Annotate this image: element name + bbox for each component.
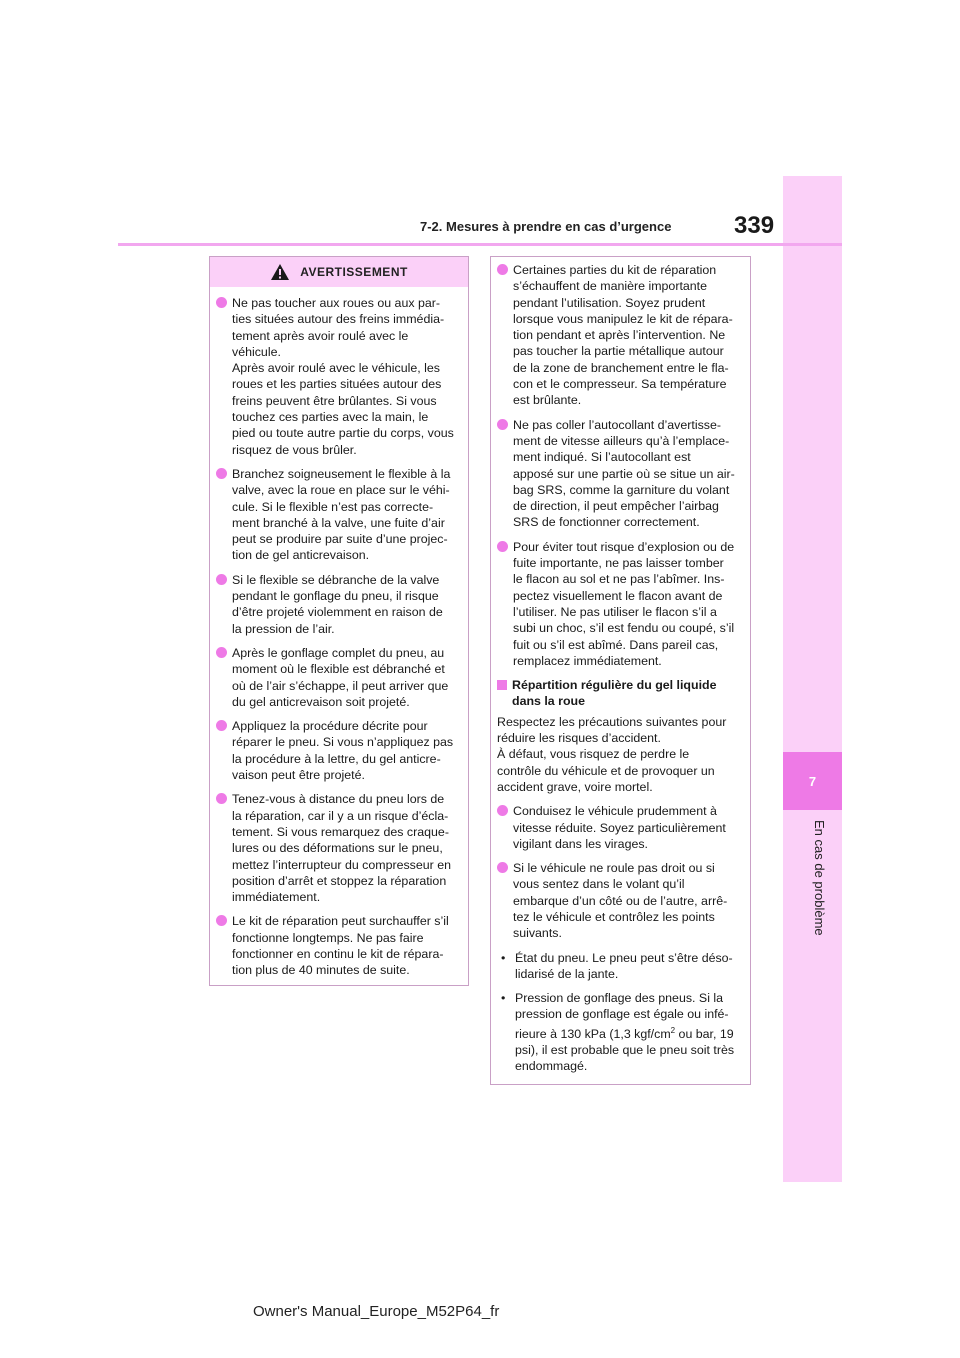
bullet-icon	[216, 793, 227, 804]
chapter-number: 7	[808, 773, 817, 789]
dot-list-item: • État du pneu. Le pneu peut s’être déso- lidarisé de la jante.	[501, 950, 733, 981]
bullet-icon	[216, 647, 227, 658]
list-item: Branchez soigneusement le flexible à la valve, avec la roue en place sur le véhi- cule. Si le flexible n’est pas correcte- ment branché à la valve, une fuite d’air peut se produire par suite d’une projec- tion de gel anticrevaison.	[216, 466, 462, 564]
section-title: 7-2. Mesures à prendre en cas d’urgence	[420, 219, 672, 234]
list-item: Tenez-vous à distance du pneu lors de la réparation, car il y a un risque d’écla- tement. Si vous remarquez des craque- lures ou des déformations sur le pneu, mettez l’interrupteur du compresseur en position d’arrêt et stoppez la réparation immédiatement.	[216, 791, 462, 905]
bullet-icon	[216, 297, 227, 308]
list-item: Si le flexible se débranche de la valve pendant le gonflage du pneu, il risque d’être projeté violemment en raison de la pression de l’air.	[216, 572, 462, 637]
warning-header	[210, 257, 468, 287]
warning-box-right	[490, 256, 751, 1085]
subsection-heading: Répartition régulière du gel liquide dans la roue	[497, 677, 744, 710]
chapter-side-tab	[783, 176, 842, 1182]
list-item: Après le gonflage complet du pneu, au moment où le flexible est débranché et où de l’air s’échappe, il peut arriver que du gel anticrevaison soit projeté.	[216, 645, 462, 710]
tire-pressure-text: Pression de gonflage des pneus. Si la pression de gonflage est égale ou infé- rieure à 130 kPa (1,3 kgf/$cm^2$ ou bar, 19 psi), il est probable que le pneu soit très endommagé.	[515, 991, 735, 1074]
warning-triangle-icon	[270, 263, 290, 281]
dot-list-item	[497, 990, 744, 1075]
list-item: Conduisez le véhicule prudemment à vitesse réduite. Soyez particulièrement vigilant dans les virages.	[497, 803, 744, 852]
bullet-icon	[216, 574, 227, 585]
list-item: Pour éviter tout risque d’explosion ou de fuite importante, ne pas laisser tomber le flacon au sol et ne pas l’abîmer. Ins- pectez visuellement le flacon avant de l’utiliser. Ne pas utiliser le flacon s’il a subi un choc, s’il est fendu ou coupé, s’il fuit ou s’il est abîmé. Dans pareil cas, remplacez immédiatement.	[497, 539, 744, 669]
bullet-icon	[216, 915, 227, 926]
warning-box-left	[209, 256, 469, 986]
subsection-intro: Respectez les précautions suivantes pour réduire les risques d’accident. À défaut, vous risquez de perdre le contrôle du véhicule et de provoquer un accident grave, voire mortel.	[497, 714, 727, 794]
list-item: Certaines parties du kit de réparation s’échauffent de manière importante pendant l’utilisation. Soyez prudent lorsque vous manipulez le kit de répara- tion pendant et après l’intervention. Ne pas toucher la partie métallique autour de la zone de branchement entre le fla- con et le compresseur. Sa température est brûlante.	[497, 262, 744, 409]
page-number: 339	[734, 212, 775, 239]
list-item: Appliquez la procédure décrite pour réparer le pneu. Si vous n’appliquez pas la procédure à la lettre, du gel anticre- vaison peut être projeté.	[216, 718, 462, 783]
list-item: Si le véhicule ne roule pas droit ou si vous sentez dans le volant qu’il embarque d’un côté ou de l’autre, arrê- tez le véhicule et contrôlez les points suivants.	[497, 860, 744, 941]
bullet-icon	[497, 541, 508, 552]
chapter-number-box	[783, 752, 842, 810]
bullet-icon	[497, 419, 508, 430]
square-bullet-icon	[497, 680, 507, 690]
bullet-icon	[497, 805, 508, 816]
bullet-icon	[497, 862, 508, 873]
warning-title: AVERTISSEMENT	[300, 265, 408, 279]
header-rule	[118, 243, 842, 246]
dot-bullet-icon: •	[501, 950, 506, 965]
footer-manual-id: Owner's Manual_Europe_M52P64_fr	[253, 1303, 500, 1320]
bullet-icon	[216, 720, 227, 731]
list-item: Ne pas toucher aux roues ou aux par- ties situées autour des freins immédia- tement après avoir roulé avec le véhicule. Après avoir roulé avec le véhicule, les roues et les parties situées autour des freins peuvent être brûlantes. Si vous touchez ces parties avec la main, le pied ou toute autre partie du corps, vous risquez de vous brûler.	[216, 295, 462, 458]
bullet-icon	[497, 264, 508, 275]
list-item: Ne pas coller l’autocollant d’avertisse- ment de vitesse ailleurs qu’à l’emplace- ment indiqué. Si l’autocollant est apposé sur une partie où se situe un air- bag SRS, comme la garniture du volant de direction, il peut empêcher l’airbag SRS de fonctionner correctement.	[497, 417, 744, 531]
list-item: Le kit de réparation peut surchauffer s’il fonctionne longtemps. Ne pas faire fonctionner en continu le kit de répara- tion plus de 40 minutes de suite.	[216, 913, 462, 978]
dot-bullet-icon: •	[501, 991, 506, 1006]
bullet-icon	[216, 468, 227, 479]
chapter-label: En cas de problème	[812, 820, 827, 936]
